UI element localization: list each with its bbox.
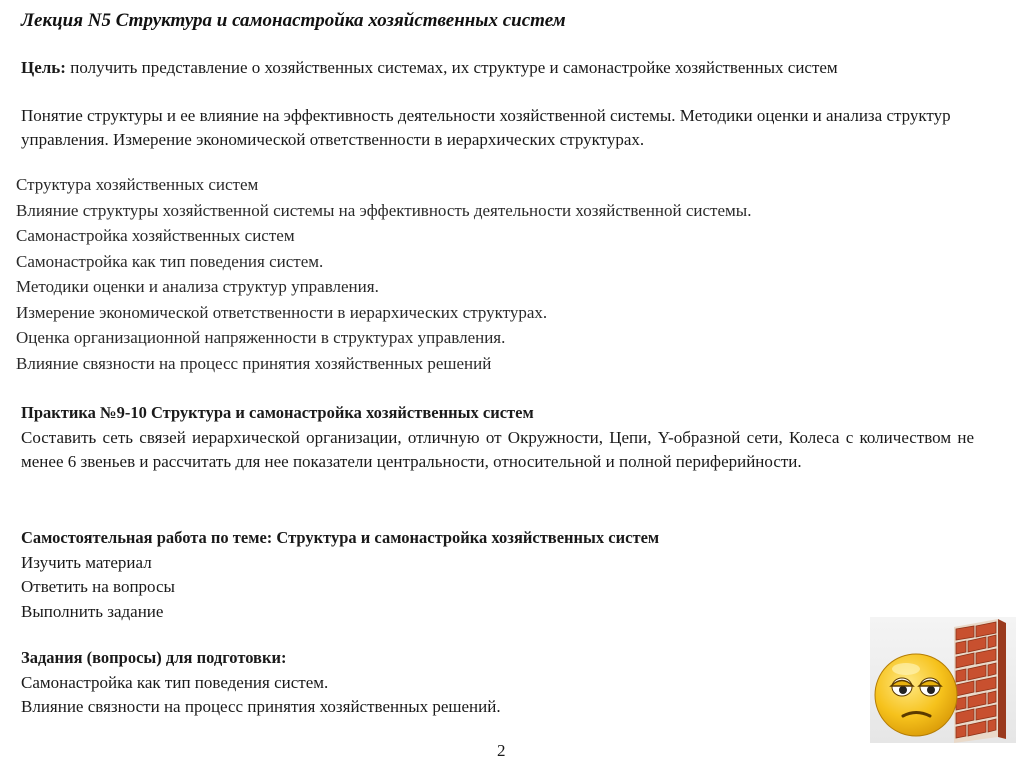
- topic-item: Измерение экономической ответственности в иерархических структурах.: [16, 302, 548, 322]
- self-work-section: [21, 526, 921, 624]
- goal-label: Цель:: [21, 58, 66, 77]
- topic-item: Оценка организационной напряженности в структурах управления.: [16, 328, 506, 347]
- smiley-brick-wall-illustration: [870, 617, 1016, 743]
- task-item: Самонастройка как тип поведения систем.: [21, 672, 329, 692]
- practice-text: Составить сеть связей иерархической организации, отличную от Окружности, Цепи, Y-образной сети, Колеса с количеством не менее 6 звеньев и рассчитать для нее показатели центральности, относительной и полной периферийности.: [21, 427, 974, 471]
- self-work-item: Изучить материал: [21, 552, 152, 572]
- task-item: Влияние связности на процесс принятия хозяйственных решений.: [21, 697, 501, 716]
- topic-item: Самонастройка как тип поведения систем.: [16, 251, 324, 271]
- page-title: Лекция N5 Структура и самонастройка хозяйственных систем: [21, 10, 566, 31]
- self-work-item: Выполнить задание: [21, 601, 164, 621]
- topic-item: Структура хозяйственных систем: [16, 175, 259, 194]
- goal-line: [21, 58, 838, 78]
- practice-section: [21, 401, 974, 475]
- topic-item: Методики оценки и анализа структур управления.: [16, 277, 379, 296]
- tasks-heading: Задания (вопросы) для подготовки:: [21, 648, 287, 667]
- page-number: 2: [497, 741, 506, 760]
- goal-text: получить представление о хозяйственных системах, их структуре и самонастройке хозяйственных систем: [65, 58, 838, 77]
- topic-item: Влияние связности на процесс принятия хозяйственных решений: [16, 353, 492, 373]
- topic-item: Самонастройка хозяйственных систем: [16, 226, 295, 245]
- brick-wall-icon: [954, 619, 1006, 743]
- topic-item: Влияние структуры хозяйственной системы на эффективность деятельности хозяйственной системы.: [16, 200, 752, 220]
- self-work-item: Ответить на вопросы: [21, 577, 175, 596]
- self-work-heading: Самостоятельная работа по теме: Структура и самонастройка хозяйственных систем: [21, 528, 660, 547]
- tasks-section: [21, 646, 921, 720]
- practice-heading: Практика №9-10 Структура и самонастройка хозяйственных систем: [21, 403, 534, 422]
- bored-smiley-icon: [870, 617, 1016, 743]
- intro-paragraph: Понятие структуры и ее влияние на эффективность деятельности хозяйственной системы. Методики оценки и анализа структур управления. Измерение экономической ответственности в иерархических структурах.: [21, 106, 951, 149]
- topic-list: [16, 172, 916, 376]
